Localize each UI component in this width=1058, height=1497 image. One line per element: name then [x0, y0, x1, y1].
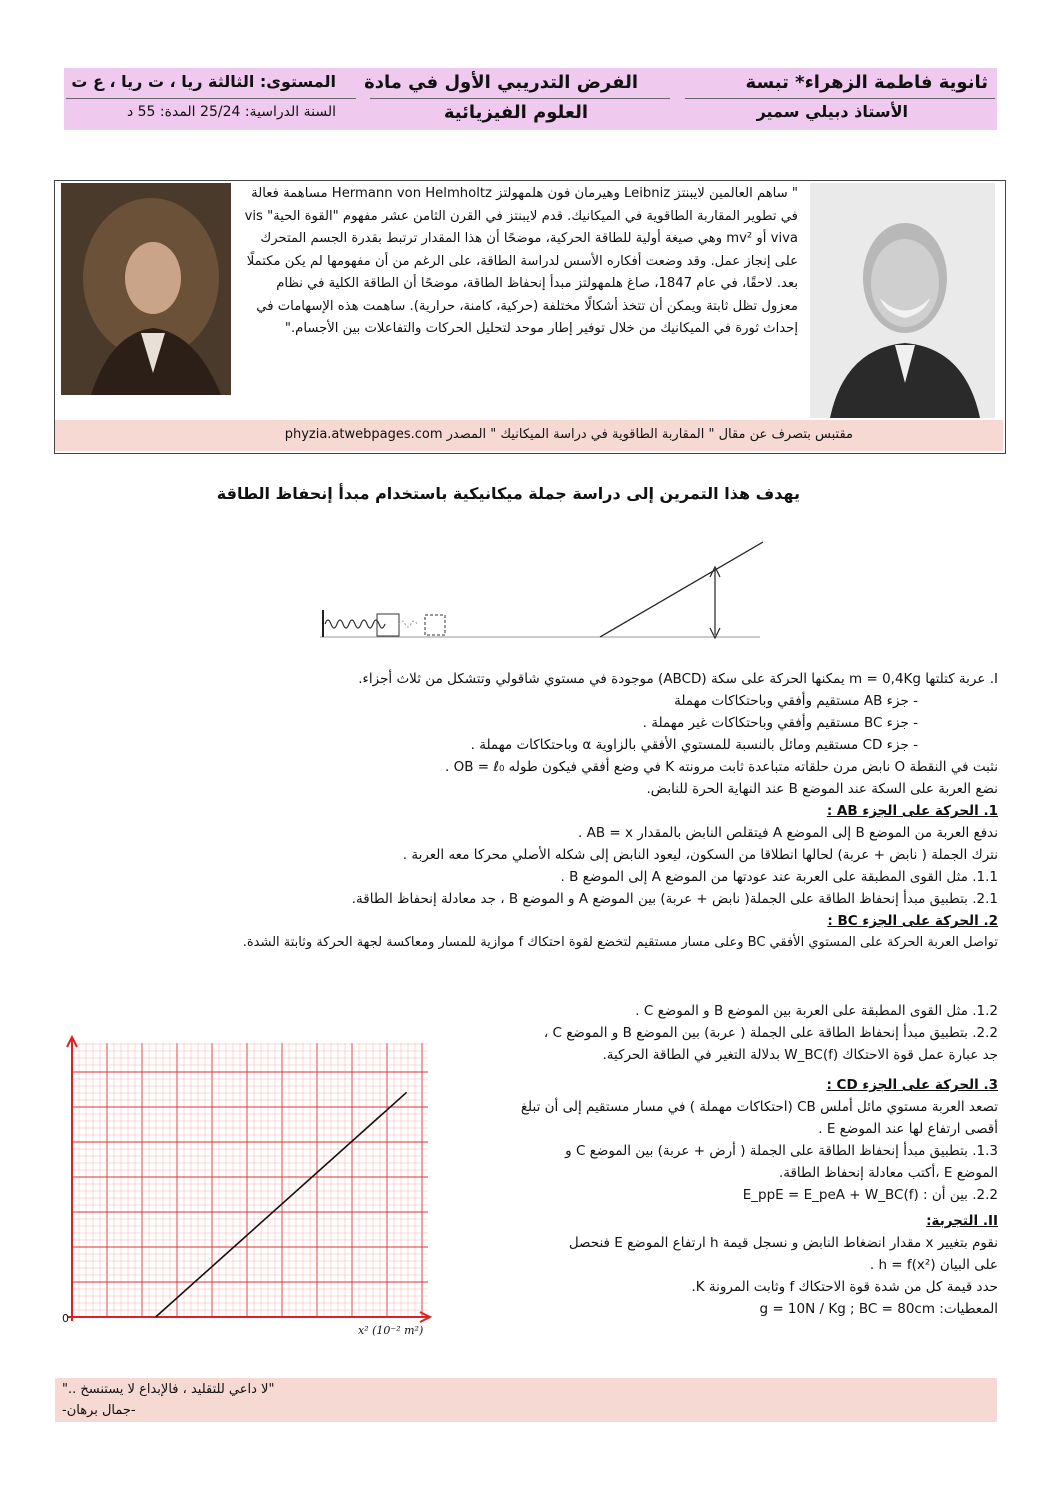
year-duration: السنة الدراسية: 25/24 المدة: 55 د	[126, 104, 336, 120]
place-desc: نضع العربة على السكة عند الموضع B عند النهاية الحرة للنابض.	[646, 781, 998, 797]
source-credit: مقتبس بتصرف عن مقال " المقاربة الطاقوية في دراسة الميكانيك " المصدر phyzia.atwebpages.com	[284, 427, 853, 442]
part-cd: - جزء CD مستقيم ومائل بالنسبة للمستوي الأفقي بالزاوية α وباحتكاكات مهملة .	[470, 737, 918, 753]
spring-desc: نثبت في النقطة O نابض مرن حلقاته متباعدة ثابت مرونته K في وضع أفقي فيكون طوله OB = ℓ₀ .	[445, 759, 998, 775]
graph-origin-label: 0	[62, 1312, 69, 1325]
part2-text-a: نقوم بتغيير x مقدار انضغاط النابض و نسجل قيمة h ارتفاع الموضع E فنحصل	[568, 1235, 998, 1251]
helmholtz-portrait	[810, 183, 995, 418]
s1-text-a: ندفع العربة من الموضع B إلى الموضع A فيتقلص النابض بالمقدار AB = x .	[578, 825, 998, 841]
school-name: ثانوية فاطمة الزهراء* تبسة	[745, 72, 988, 93]
given-data: المعطيات: g = 10N / Kg ; BC = 80cm	[759, 1301, 998, 1317]
incline	[600, 542, 763, 637]
s2-text-a: تواصل العربة الحركة على المستوي الأفقي BC وعلى مسار مستقيم لتخضع لقوة احتكاك f موازية للمسار ومعاكسة لجهة الحركة وثابتة الشدة.	[242, 935, 998, 950]
s3-question-1: 1.3. بتطبيق مبدأ إنحفاظ الطاقة على الجملة ( أرض + عربة) بين الموضع C و	[565, 1143, 998, 1159]
track-diagram	[315, 535, 775, 645]
level: المستوى: الثالثة ريا ، ت ريا ، ع ت	[71, 72, 336, 91]
divider	[66, 98, 356, 99]
intro-text-1: " ساهم العالمين لايبنتز Leibniz وهيرمان فون هلمهولتز Hermann von Helmholtz مساهمة فعالة في تطوير المقاربة الطاقوية في الميكانيك. قدم لايبنتز في القرن الثامن عشر مفهوم "القوة الحية" vis viva أو mv² وهي صيغة أولية للطاقة الحركية، موضحًا أن هذا المقدار ترتبط بقدرة الجسم المتحرك على إنجاز عمل. وقد وضعت أفكاره الأسس لدراسة الطاقة، على الرغم من أن مفهومها لم يكن مكتملًا بعد.	[244, 186, 798, 291]
part2-title: II. التجربة:	[926, 1213, 998, 1229]
intro-text-2: لاحقًا، في عام 1847، صاغ هلمهولتز مبدأ إنحفاظ الطاقة، موضحًا أن الطاقة الكلية في نظام معزول تظل ثابتة ويمكن أن تتخذ أشكالًا مختلفة (حركية، كامنة، حرارية). ساهمت هذه الإسهامات في إحداث ثورة في الميكانيك من خلال توفير إطار موحد لتحليل الحركات والتفاعلات بين الأجسام."	[256, 276, 798, 336]
s3-question-2: 2.2. بين أن : E_ppE = E_peA + W_BC(f)	[742, 1187, 998, 1203]
s3-question-1b: الموضع E ،أكتب معادلة إنحفاظ الطاقة.	[778, 1165, 998, 1181]
part-ab: - جزء AB مستقيم وأفقي وباحتكاكات مهملة	[674, 693, 918, 709]
cart	[377, 614, 399, 636]
s2-question-1: 1.2. مثل القوى المطبقة على العربة بين الموضع B و الموضع C .	[635, 1003, 998, 1019]
divider	[370, 98, 670, 99]
part1-right-column	[438, 1000, 998, 1320]
part1-intro: I. عربة كتلتها m = 0,4Kg يمكنها الحركة على سكة (ABCD) موجودة في مستوي شاقولي وتتشكل من ثلاث أجزاء.	[358, 671, 998, 687]
s1-question-1: 1.1. مثل القوى المطبقة على العربة عند عودتها من الموضع A إلى الموضع B .	[560, 869, 998, 885]
x-axis-label: x² (10⁻² m²)	[358, 1324, 424, 1337]
divider	[685, 98, 995, 99]
s3-text-a: تصعد العربة مستوي مائل أملس CB (احتكاكات مهملة ) في مسار مستقيم إلى أن تبلغ	[520, 1099, 998, 1115]
objective: يهدف هذا التمرين إلى دراسة جملة ميكانيكية باستخدام مبدأ إنحفاظ الطاقة	[216, 484, 800, 503]
s2-question-2: 2.2. بتطبيق مبدأ إنحفاظ الطاقة على الجملة ( عربة) بين الموضع B و الموضع C ،	[543, 1025, 998, 1041]
exam-title: الفرض التدريبي الأول في مادة	[364, 72, 638, 93]
spring-icon	[325, 620, 385, 628]
s3-text-b: أقصى ارتفاع لها عند الموضع E .	[818, 1121, 998, 1137]
teacher-name: الأستاذ دبيلي سمير	[756, 102, 908, 121]
section2-title: 2. الحركة على الجزء BC :	[827, 913, 998, 929]
s2-question-2b: جد عبارة عمل قوة الاحتكاك W_BC(f) بدلالة التغير في الطاقة الحركية.	[602, 1047, 998, 1063]
footer-quote: "لا داعي للتقليد ، فالإبداع لا يستنسخ .."	[62, 1382, 275, 1397]
s1-question-2: 2.1. بتطبيق مبدأ إنحفاظ الطاقة على الجملة( نابض + عربة) بين الموضع A و الموضع B ، جد معادلة إنحفاظ الطاقة.	[351, 891, 998, 907]
part2-text-b: على البيان h = f(x²) .	[869, 1257, 998, 1273]
data-line	[156, 1092, 407, 1317]
section1-title: 1. الحركة على الجزء AB :	[826, 803, 998, 819]
part1	[98, 668, 998, 954]
intro-paragraph	[242, 183, 798, 341]
section3-title: 3. الحركة على الجزء CD :	[826, 1077, 998, 1093]
footer-author: -جمال برهان-	[62, 1403, 136, 1418]
cart-ghost	[425, 615, 445, 635]
subject-name: العلوم الفيزيائية	[443, 102, 588, 123]
part-bc: - جزء BC مستقيم وأفقي وباحتكاكات غير مهملة .	[642, 715, 918, 731]
part2-text-c: حدد قيمة كل من شدة قوة الاحتكاك f وثابت المرونة K.	[691, 1279, 998, 1295]
h-vs-x2-graph	[58, 1035, 438, 1345]
s1-text-b: نترك الجملة ( نابض + عربة) لحالها انطلاقا من السكون، ليعود النابض إلى شكله الأصلي محركا معه العربة .	[402, 847, 998, 863]
leibniz-portrait	[61, 183, 231, 395]
